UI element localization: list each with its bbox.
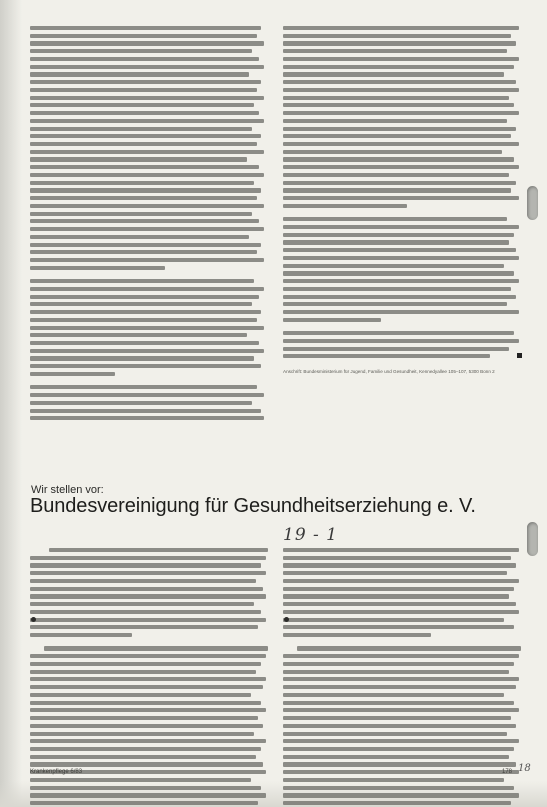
punch-hole-top xyxy=(527,186,538,220)
bullet-tagungen xyxy=(284,617,289,622)
article-column-top-right xyxy=(283,26,521,358)
footer-journal: Krankenpflege 6/83 xyxy=(30,769,83,775)
punch-hole-bottom xyxy=(527,522,538,556)
footer-page-number: 178 xyxy=(502,769,513,775)
article-column-top-left xyxy=(30,26,266,420)
bullet-aufgaben xyxy=(31,617,36,622)
handwritten-page-mark: 18 xyxy=(518,763,531,774)
scan-shadow-left xyxy=(0,0,22,807)
article-column-bottom-right xyxy=(283,548,521,805)
section-kicker: Wir stellen vor: xyxy=(31,484,104,496)
article-end-mark xyxy=(517,353,522,358)
footnote-address: Anschrift: Bundesministerium für Jugend, Familie und Gesundheit, Kennedyallee 105–107, 5300 Bonn 2 xyxy=(283,369,495,374)
section-headline: Bundesvereinigung für Gesundheitserziehung e. V. xyxy=(30,495,476,517)
handwritten-note: 19 - 1 xyxy=(283,525,338,545)
